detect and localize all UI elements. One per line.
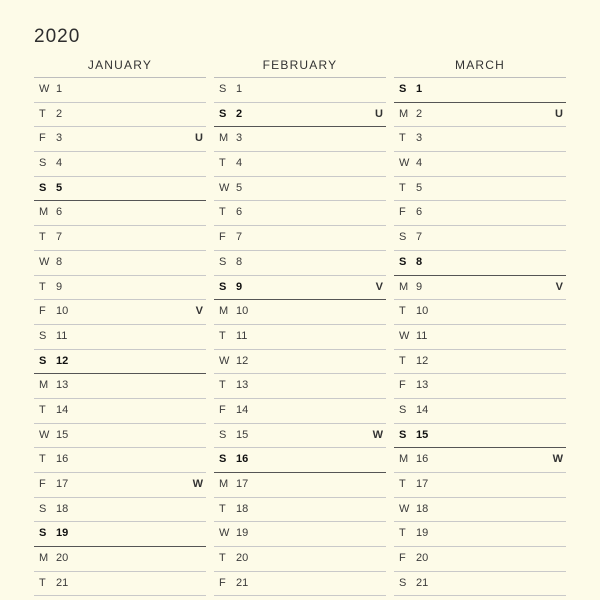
- weekday-letter: F: [219, 403, 226, 416]
- day-row[interactable]: [394, 325, 566, 350]
- weekday-letter: W: [399, 329, 410, 342]
- day-row[interactable]: [394, 276, 566, 301]
- day-row[interactable]: [394, 177, 566, 202]
- day-row[interactable]: [394, 374, 566, 399]
- weekday-letter: T: [399, 478, 406, 490]
- day-number: 10: [56, 305, 69, 318]
- weekday-letter: T: [399, 527, 406, 540]
- day-row[interactable]: [394, 547, 566, 572]
- day-number: 7: [416, 231, 423, 244]
- weekday-letter: F: [39, 478, 46, 490]
- day-row[interactable]: [34, 276, 206, 301]
- weekday-letter: S: [399, 83, 407, 95]
- month-title: FEBRUARY: [214, 56, 386, 78]
- day-row[interactable]: [214, 177, 386, 202]
- day-number: 12: [56, 354, 69, 367]
- day-row[interactable]: [394, 522, 566, 547]
- day-row[interactable]: [34, 300, 206, 325]
- day-mark: W: [192, 478, 203, 490]
- day-number: 13: [236, 379, 249, 392]
- day-row[interactable]: [394, 127, 566, 152]
- day-row[interactable]: [214, 424, 386, 449]
- day-row[interactable]: [214, 226, 386, 251]
- day-number: 11: [56, 329, 68, 342]
- weekday-letter: S: [39, 354, 47, 367]
- weekday-letter: S: [219, 83, 227, 95]
- weekday-letter: F: [399, 552, 406, 565]
- day-number: 3: [56, 132, 63, 145]
- day-number: 16: [236, 453, 249, 466]
- weekday-letter: T: [219, 552, 226, 565]
- day-row[interactable]: [214, 152, 386, 177]
- day-number: 14: [236, 403, 249, 416]
- day-number: 14: [416, 403, 429, 416]
- day-row[interactable]: [34, 473, 206, 498]
- weekday-letter: W: [39, 428, 50, 441]
- day-row[interactable]: [34, 201, 206, 226]
- day-number: 9: [56, 280, 63, 293]
- day-mark: W: [372, 428, 383, 441]
- weekday-letter: S: [39, 527, 47, 540]
- weekday-letter: F: [219, 231, 226, 244]
- day-row[interactable]: [394, 572, 566, 597]
- weekday-letter: M: [39, 379, 49, 392]
- weekday-letter: W: [39, 255, 50, 268]
- day-number: 14: [56, 403, 69, 416]
- day-number: 11: [416, 329, 428, 342]
- day-row[interactable]: [394, 424, 566, 449]
- day-number: 18: [56, 502, 69, 515]
- day-row[interactable]: [394, 78, 566, 103]
- weekday-letter: M: [219, 132, 229, 145]
- weekday-letter: T: [39, 107, 46, 120]
- day-number: 4: [416, 157, 423, 170]
- day-row[interactable]: [394, 498, 566, 523]
- day-number: 11: [236, 329, 248, 342]
- day-row[interactable]: [214, 300, 386, 325]
- weekday-letter: T: [39, 453, 46, 466]
- day-row[interactable]: [394, 226, 566, 251]
- day-row[interactable]: [214, 78, 386, 103]
- weekday-letter: M: [219, 305, 229, 318]
- day-number: 8: [56, 255, 63, 268]
- weekday-letter: T: [219, 379, 226, 392]
- day-mark: V: [555, 280, 563, 293]
- day-number: 7: [236, 231, 243, 244]
- weekday-letter: T: [399, 305, 406, 318]
- day-number: 15: [236, 428, 249, 441]
- day-number: 8: [236, 255, 243, 268]
- day-mark: V: [195, 305, 203, 318]
- day-number: 20: [56, 552, 69, 565]
- day-row[interactable]: [34, 374, 206, 399]
- day-list: [214, 78, 386, 596]
- weekday-letter: S: [399, 576, 407, 589]
- weekday-letter: T: [219, 206, 226, 219]
- day-number: 17: [56, 478, 69, 490]
- weekday-letter: S: [39, 181, 47, 194]
- day-number: 15: [416, 428, 429, 441]
- day-row[interactable]: [214, 547, 386, 572]
- month-title: MARCH: [394, 56, 566, 78]
- day-row[interactable]: [214, 276, 386, 301]
- month-column-february: [214, 56, 386, 596]
- weekday-letter: W: [399, 157, 410, 170]
- day-number: 8: [416, 255, 423, 268]
- day-row[interactable]: [214, 399, 386, 424]
- day-number: 3: [416, 132, 423, 145]
- day-row[interactable]: [394, 448, 566, 473]
- day-number: 5: [236, 181, 243, 194]
- day-row[interactable]: [214, 572, 386, 597]
- day-number: 21: [416, 576, 429, 589]
- weekday-letter: M: [39, 206, 49, 219]
- weekday-letter: M: [219, 478, 229, 490]
- day-number: 21: [236, 576, 249, 589]
- day-row[interactable]: [394, 399, 566, 424]
- month-column-january: [34, 56, 206, 596]
- day-number: 4: [236, 157, 243, 170]
- day-number: 2: [416, 107, 423, 120]
- weekday-letter: S: [39, 157, 47, 170]
- day-row[interactable]: [214, 350, 386, 375]
- day-row[interactable]: [34, 325, 206, 350]
- day-number: 12: [236, 354, 249, 367]
- day-number: 4: [56, 157, 63, 170]
- weekday-letter: S: [219, 428, 227, 441]
- weekday-letter: M: [399, 453, 409, 466]
- day-row[interactable]: [394, 201, 566, 226]
- day-row[interactable]: [214, 103, 386, 128]
- day-number: 17: [416, 478, 429, 490]
- day-mark: V: [375, 280, 383, 293]
- weekday-letter: T: [39, 576, 46, 589]
- day-row[interactable]: [394, 350, 566, 375]
- weekday-letter: S: [219, 255, 227, 268]
- day-number: 13: [416, 379, 429, 392]
- day-row[interactable]: [34, 103, 206, 128]
- day-row[interactable]: [214, 473, 386, 498]
- day-number: 18: [236, 502, 249, 515]
- day-number: 6: [416, 206, 423, 219]
- day-number: 21: [56, 576, 69, 589]
- year-title: 2020: [34, 26, 81, 47]
- weekday-letter: S: [399, 403, 407, 416]
- day-row[interactable]: [34, 127, 206, 152]
- weekday-letter: S: [399, 231, 407, 244]
- day-row[interactable]: [214, 522, 386, 547]
- day-row[interactable]: [34, 251, 206, 276]
- day-row[interactable]: [214, 498, 386, 523]
- day-number: 2: [236, 107, 243, 120]
- day-number: 15: [56, 428, 69, 441]
- weekday-letter: S: [219, 107, 227, 120]
- weekday-letter: T: [399, 132, 406, 145]
- day-number: 9: [416, 280, 423, 293]
- day-number: 2: [56, 107, 63, 120]
- day-row[interactable]: [394, 152, 566, 177]
- day-row[interactable]: [214, 201, 386, 226]
- day-number: 6: [56, 206, 63, 219]
- weekday-letter: W: [219, 181, 230, 194]
- day-number: 20: [236, 552, 249, 565]
- day-row[interactable]: [34, 448, 206, 473]
- day-row[interactable]: [214, 374, 386, 399]
- day-number: 10: [236, 305, 249, 318]
- day-number: 13: [56, 379, 69, 392]
- day-number: 3: [236, 132, 243, 145]
- day-row[interactable]: [34, 572, 206, 597]
- weekday-letter: T: [399, 181, 406, 194]
- day-mark: U: [555, 107, 563, 120]
- weekday-letter: W: [219, 527, 230, 540]
- weekday-letter: M: [399, 280, 409, 293]
- day-row[interactable]: [34, 350, 206, 375]
- day-mark: U: [195, 132, 203, 145]
- day-row[interactable]: [34, 226, 206, 251]
- day-list: [394, 78, 566, 596]
- weekday-letter: W: [219, 354, 230, 367]
- day-number: 19: [416, 527, 429, 540]
- day-number: 7: [56, 231, 63, 244]
- weekday-letter: S: [399, 255, 407, 268]
- weekday-letter: T: [399, 354, 406, 367]
- day-row[interactable]: [394, 300, 566, 325]
- day-mark: W: [552, 453, 563, 466]
- weekday-letter: S: [399, 428, 407, 441]
- weekday-letter: F: [219, 576, 226, 589]
- day-row[interactable]: [34, 498, 206, 523]
- day-number: 20: [416, 552, 429, 565]
- day-number: 12: [416, 354, 429, 367]
- day-row[interactable]: [394, 473, 566, 498]
- day-number: 19: [56, 527, 69, 540]
- day-row[interactable]: [214, 448, 386, 473]
- weekday-letter: S: [219, 280, 227, 293]
- day-row[interactable]: [394, 103, 566, 128]
- weekday-letter: S: [39, 502, 47, 515]
- day-mark: U: [375, 107, 383, 120]
- weekday-letter: T: [219, 157, 226, 170]
- day-row[interactable]: [214, 325, 386, 350]
- day-row[interactable]: [214, 127, 386, 152]
- day-row[interactable]: [214, 251, 386, 276]
- day-number: 1: [56, 83, 63, 95]
- day-number: 16: [56, 453, 69, 466]
- weekday-letter: W: [39, 83, 50, 95]
- month-title: JANUARY: [34, 56, 206, 78]
- weekday-letter: S: [39, 329, 47, 342]
- day-number: 18: [416, 502, 429, 515]
- weekday-letter: S: [219, 453, 227, 466]
- day-row[interactable]: [34, 522, 206, 547]
- weekday-letter: M: [39, 552, 49, 565]
- day-row[interactable]: [34, 177, 206, 202]
- day-number: 9: [236, 280, 243, 293]
- day-row[interactable]: [34, 78, 206, 103]
- weekday-letter: T: [39, 280, 46, 293]
- day-number: 6: [236, 206, 243, 219]
- day-row[interactable]: [34, 399, 206, 424]
- day-number: 17: [236, 478, 249, 490]
- weekday-letter: T: [39, 231, 46, 244]
- day-row[interactable]: [394, 251, 566, 276]
- month-column-march: [394, 56, 566, 596]
- day-number: 10: [416, 305, 429, 318]
- day-number: 16: [416, 453, 429, 466]
- day-row[interactable]: [34, 424, 206, 449]
- weekday-letter: T: [219, 329, 226, 342]
- weekday-letter: F: [399, 379, 406, 392]
- weekday-letter: F: [399, 206, 406, 219]
- day-number: 5: [56, 181, 63, 194]
- day-row[interactable]: [34, 152, 206, 177]
- weekday-letter: F: [39, 132, 46, 145]
- weekday-letter: F: [39, 305, 46, 318]
- day-number: 1: [236, 83, 243, 95]
- day-list: [34, 78, 206, 596]
- day-row[interactable]: [34, 547, 206, 572]
- weekday-letter: M: [399, 107, 409, 120]
- day-number: 19: [236, 527, 249, 540]
- day-number: 1: [416, 83, 423, 95]
- weekday-letter: W: [399, 502, 410, 515]
- weekday-letter: T: [219, 502, 226, 515]
- day-number: 5: [416, 181, 423, 194]
- weekday-letter: T: [39, 403, 46, 416]
